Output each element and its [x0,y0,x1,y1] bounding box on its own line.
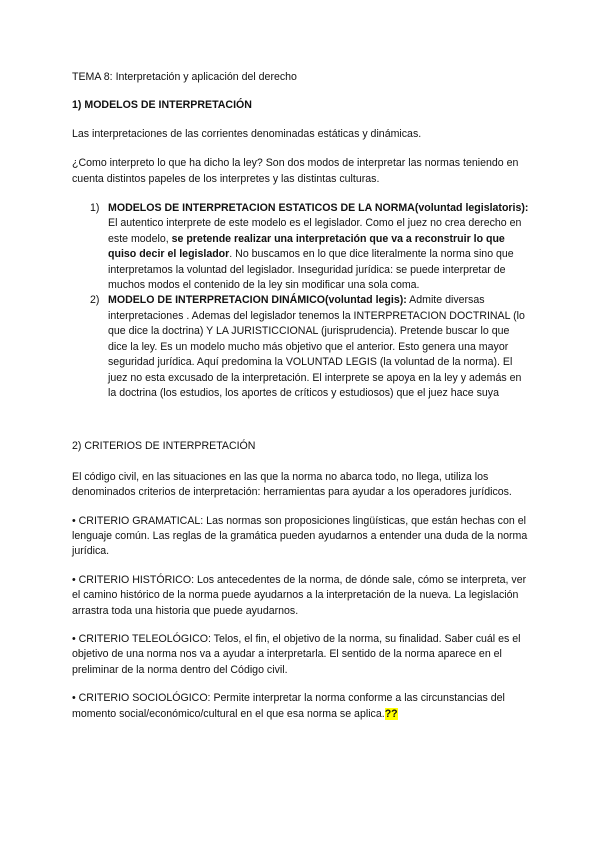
document-title: TEMA 8: Interpretación y aplicación del derecho [72,71,297,83]
criterion-sociological-text: • CRITERIO SOCIOLÓGICO: Permite interpretar la norma conforme a las circunstancias del momento social/económico/cultural en el que esa norma se aplica. [72,692,505,720]
criterion-sociological [72,691,530,722]
document-page [72,70,530,735]
intro-paragraph-2: ¿Como interpreto lo que ha dicho la ley? Son dos modos de interpretar las normas teniendo en cuenta distintos papeles de los interpretes y las distintas culturas. [72,157,519,185]
model-title: MODELO DE INTERPRETACION DINÁMICO(voluntad legis): [108,294,407,307]
list-item-dynamic-model [72,293,530,401]
intro-paragraph-1: Las interpretaciones de las corrientes denominadas estáticas y dinámicas. [72,127,422,140]
criterion-teleological: • CRITERIO TELEOLÓGICO: Telos, el fin, el objetivo de la norma, su finalidad. Saber cuál es el objetivo de una norma nos va a ayudar a interpretarla. El sentido de la norma aparece en el preliminar de la norma dentro del Código civil. [72,632,521,676]
model-title: MODELOS DE INTERPRETACION ESTATICOS DE LA NORMA(voluntad legislatoris): [108,202,529,215]
section-spacer [72,401,530,439]
section1-heading: 1) MODELOS DE INTERPRETACIÓN [72,99,252,112]
highlighted-question-marks: ?? [384,707,398,720]
criterion-grammatical: • CRITERIO GRAMATICAL: Las normas son proposiciones lingüísticas, que están hechas con el lenguaje común. Las reglas de la gramática pueden ayudarnos a entender una duda de la norma jurídica. [72,514,528,558]
model-text-continued: . No buscamos en lo que dice literalmente la norma sino que interpretamos la voluntad del legislador. Inseguridad jurídica: se puede interpretar de muchos modos el contenido de la ley sin modificar una sola coma. [108,248,514,292]
list-number: 2) [90,294,100,307]
section2-intro: El código civil, en las situaciones en las que la norma no abarca todo, no llega, utiliza los denominados criterios de interpretación: herramientas para ayudar a los operadores jurídicos. [72,470,512,499]
criterion-historical: • CRITERIO HISTÓRICO: Los antecedentes de la norma, de dónde sale, cómo se interpreta, ver el camino histórico de la norma puede ayudarnos a la interpretación de la nueva. La legislación arrastra toda una historia que puede ayudarnos. [72,573,527,617]
section2-heading: 2) CRITERIOS DE INTERPRETACIÓN [72,440,256,453]
list-item-static-model [72,201,530,293]
model-emphasis: se pretende realizar una interpretación que va a reconstruir lo que quiso decir el legislador [108,232,505,261]
model-text: Admite diversas interpretaciones . Ademas del legislador tenemos la INTERPRETACION DOCTRINAL (lo que dice la doctrina) Y LA JURISTICCIONAL (jurisprudencia). Pretende buscar lo que dice la ley. Es un modelo mucho más objetivo que el anterior. Esto genera una mayor seguridad jurídica. Aquí predomina la VOLUNTAD LEGIS (la voluntad de la norma). El juez no esta excusado de la interpretación. El interprete se apoya en la ley y además en la doctrina (los estudios, los aportes de críticos y estudiosos) que el juez hace suya [108,294,525,399]
list-number: 1) [90,202,100,215]
models-list [72,201,530,401]
model-text: El autentico interprete de este modelo es el legislador. Como el juez no crea derecho en este modelo, [108,217,522,245]
